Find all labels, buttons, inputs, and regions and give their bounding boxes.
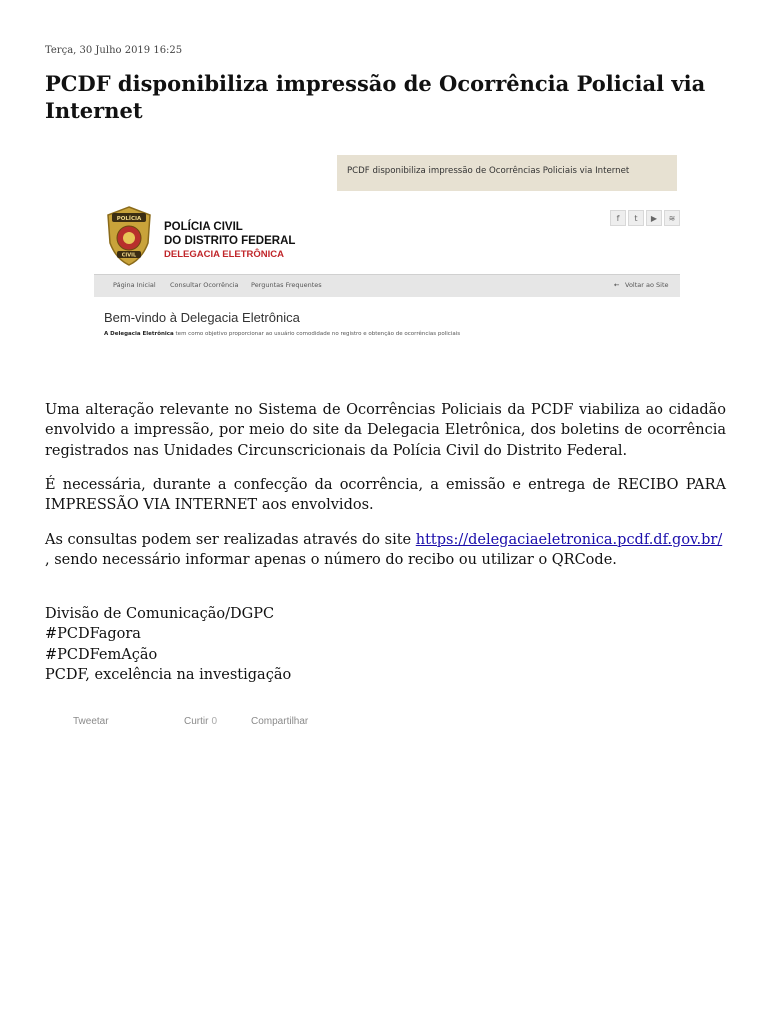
paragraph-3-before: As consultas podem ser realizadas através do site [45, 532, 416, 548]
image-welcome-sub [104, 331, 460, 337]
image-nav-item: Perguntas Frequentes [251, 281, 322, 289]
facebook-icon: f [610, 210, 626, 226]
tweet-button[interactable]: Tweetar [73, 716, 109, 727]
image-nav-item: Página Inicial [113, 281, 156, 289]
like-button[interactable] [184, 716, 217, 727]
org-name-line2: DO DISTRITO FEDERAL [164, 235, 296, 247]
signature-block [45, 604, 291, 685]
image-welcome-sub-bold: A Delegacia Eletrônica [104, 331, 174, 337]
paragraph-1: Uma alteração relevante no Sistema de Ocorrências Policiais da PCDF viabiliza ao cidadão envolvido a impressão, por meio do site da Delegacia Eletrônica, dos boletins de ocorrência registrados nas Unidades Circunscricionais da Polícia Civil do Distrito Federal. [45, 402, 726, 459]
back-arrow-icon: ← [614, 281, 620, 289]
like-count: 0 [211, 716, 218, 727]
youtube-icon: ▶ [646, 210, 662, 226]
paragraph-3 [45, 530, 726, 571]
article-title: PCDF disponibiliza impressão de Ocorrência Policial via Internet [45, 71, 706, 123]
image-banner-text: PCDF disponibiliza impressão de Ocorrências Policiais via Internet [347, 166, 630, 176]
signature-line: #PCDFemAção [45, 646, 158, 663]
share-button[interactable]: Compartilhar [251, 716, 309, 727]
image-banner [337, 155, 677, 191]
signature-line: PCDF, excelência na investigação [45, 666, 292, 683]
twitter-icon: t [628, 210, 644, 226]
social-icons [610, 210, 680, 226]
police-badge-icon [104, 205, 154, 267]
like-label: Curtir [184, 716, 209, 727]
image-welcome-heading: Bem-vindo à Delegacia Eletrônica [104, 310, 300, 325]
delegacia-link[interactable]: https://delegaciaeletronica.pcdf.df.gov.br/ [415, 532, 723, 548]
image-welcome-sub-rest: tem como objetivo proporcionar ao usuário comodidade no registro e obtenção de ocorrências policiais [173, 331, 461, 337]
badge-bottom-text: CIVIL [121, 252, 137, 259]
article-image [94, 145, 680, 370]
signature-line: #PCDFagora [45, 626, 141, 643]
paragraph-2: É necessária, durante a confecção da ocorrência, a emissão e entrega de RECIBO PARA IMPRESSÃO VIA INTERNET aos envolvidos. [45, 477, 726, 514]
paragraph-3-after: , sendo necessário informar apenas o número do recibo ou utilizar o QRCode. [45, 552, 617, 569]
image-nav-bar [94, 274, 680, 297]
image-nav-item: Consultar Ocorrência [170, 281, 239, 289]
org-name-line3: DELEGACIA ELETRÔNICA [164, 249, 284, 260]
article-date: Terça, 30 Julho 2019 16:25 [45, 45, 183, 56]
org-name-line1: POLÍCIA CIVIL [164, 221, 243, 233]
image-back-label: Voltar ao Site [625, 281, 669, 289]
rss-icon: ≋ [664, 210, 680, 226]
badge-top-text: POLÍCIA [116, 216, 142, 222]
signature-line: Divisão de Comunicação/DGPC [45, 606, 275, 622]
